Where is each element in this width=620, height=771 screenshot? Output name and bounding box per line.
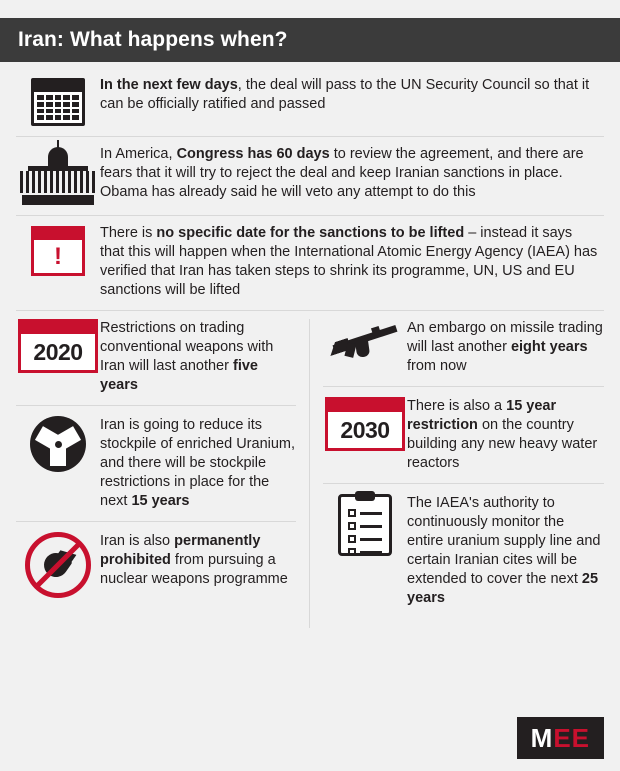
fact-text (407, 397, 604, 473)
fact-body: – instead it says that this will happen when the International Atomic Energy Agency (IAEA) has verified that Iran has taken steps to shrink its programme, UN, US and EU sanctions will be lifted (100, 225, 598, 298)
fact-row-un-security-council (16, 76, 604, 137)
fact-lead: five years (100, 358, 258, 393)
fact-lead: 25 years (407, 571, 599, 606)
mee-logo (517, 717, 604, 759)
fact-text (407, 494, 604, 608)
fact-cell-heavy-water-reactors (323, 397, 604, 484)
fact-lead: 15 year restriction (407, 398, 557, 433)
logo-main: M (530, 723, 554, 753)
fact-text (100, 416, 296, 511)
fact-lead: eight years (510, 339, 588, 355)
fact-lead: no specific date for the sanctions to be lifted (156, 225, 465, 241)
fact-lead: Congress has 60 days (176, 146, 330, 162)
fact-lead: permanently prohibited (100, 533, 261, 568)
fact-row-congress (16, 145, 604, 216)
calendar-icon (16, 76, 100, 126)
fact-pre: Iran is going to reduce its stockpile of enriched Uranium, and there will be stockpile restrictions in place for the next (100, 417, 296, 509)
alert-calendar-icon: ! (16, 224, 100, 276)
top-margin (0, 0, 620, 18)
fact-pre: An embargo on missile trading will last another (407, 320, 603, 355)
fact-lead: In the next few days (100, 77, 238, 93)
content-area (0, 62, 620, 628)
right-column (310, 319, 604, 628)
fact-text (100, 224, 604, 300)
year-2020-icon (16, 319, 100, 373)
fact-cell-iaea-monitoring (323, 494, 604, 618)
left-column (16, 319, 310, 628)
logo-accent: EE (553, 723, 590, 753)
fact-pre: Iran is also (100, 533, 175, 549)
fact-text (100, 532, 296, 589)
fact-cell-uranium-stockpile (16, 416, 296, 522)
footer (517, 717, 604, 759)
year-label: 2030 (340, 416, 390, 443)
fact-body: from now (407, 358, 467, 374)
fact-pre: Restrictions on trading conventional weapons with Iran will last another (100, 320, 274, 374)
fact-pre: In America, (100, 146, 177, 162)
fact-pre: There is (100, 225, 157, 241)
title-bar (0, 18, 620, 62)
fact-row-sanctions-date (16, 224, 604, 311)
fact-text (407, 319, 604, 376)
fact-body: from pursuing a nuclear weapons programme (100, 552, 288, 587)
fact-body: to review the agreement, and there are fears that it will try to reject the deal and keep Iranian sanctions in place. Obama has already said he will veto any attempt to do this (100, 146, 584, 200)
fact-cell-nuclear-weapons-ban (16, 532, 296, 608)
no-nuclear-weapons-icon (16, 532, 100, 598)
fact-body: , the deal will pass to the UN Security Council so that it can be officially ratified and passed (100, 77, 590, 112)
fact-cell-conventional-weapons (16, 319, 296, 406)
clipboard-checklist-icon (323, 494, 407, 556)
capitol-building-icon (16, 145, 100, 205)
fact-cell-missile-embargo (323, 319, 604, 387)
two-column-area (16, 319, 604, 628)
radiation-icon (16, 416, 100, 472)
fact-lead: 15 years (131, 493, 190, 509)
rifle-icon (323, 319, 407, 363)
fact-pre: There is also a (407, 398, 507, 414)
fact-body: on the country building any new heavy water reactors (407, 417, 598, 471)
year-2030-icon (323, 397, 407, 451)
fact-text (100, 319, 296, 395)
fact-text (100, 145, 604, 202)
fact-text (100, 76, 604, 114)
fact-pre: The IAEA's authority to continuously monitor the entire uranium supply line and certain Iranian cites will be extended to cover the next (407, 495, 601, 587)
page-title: Iran: What happens when? (18, 28, 288, 51)
year-label: 2020 (33, 338, 83, 365)
